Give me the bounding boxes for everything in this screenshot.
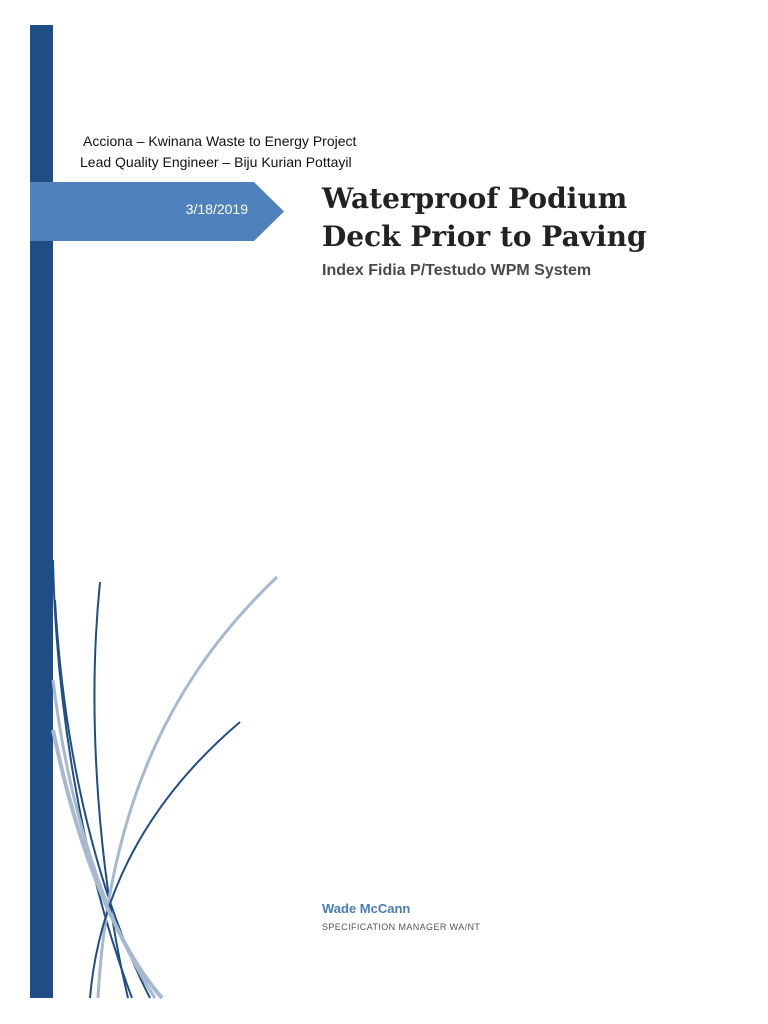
document-title [322,180,742,256]
author-role: SPECIFICATION MANAGER WA/NT [322,922,481,932]
document-date: 3/18/2019 [185,201,248,217]
decorative-swirl [0,540,300,1000]
project-name: Acciona – Kwinana Waste to Energy Project [83,133,357,149]
document-subtitle: Index Fidia P/Testudo WPM System [322,262,592,279]
title-line-2: Deck Prior to Paving [322,220,647,253]
author-name: Wade McCann [322,901,411,916]
lead-engineer: Lead Quality Engineer – Biju Kurian Pottayil [80,154,352,170]
title-line-1: Waterproof Podium [322,182,628,215]
date-banner [30,182,284,241]
project-header [80,131,356,173]
